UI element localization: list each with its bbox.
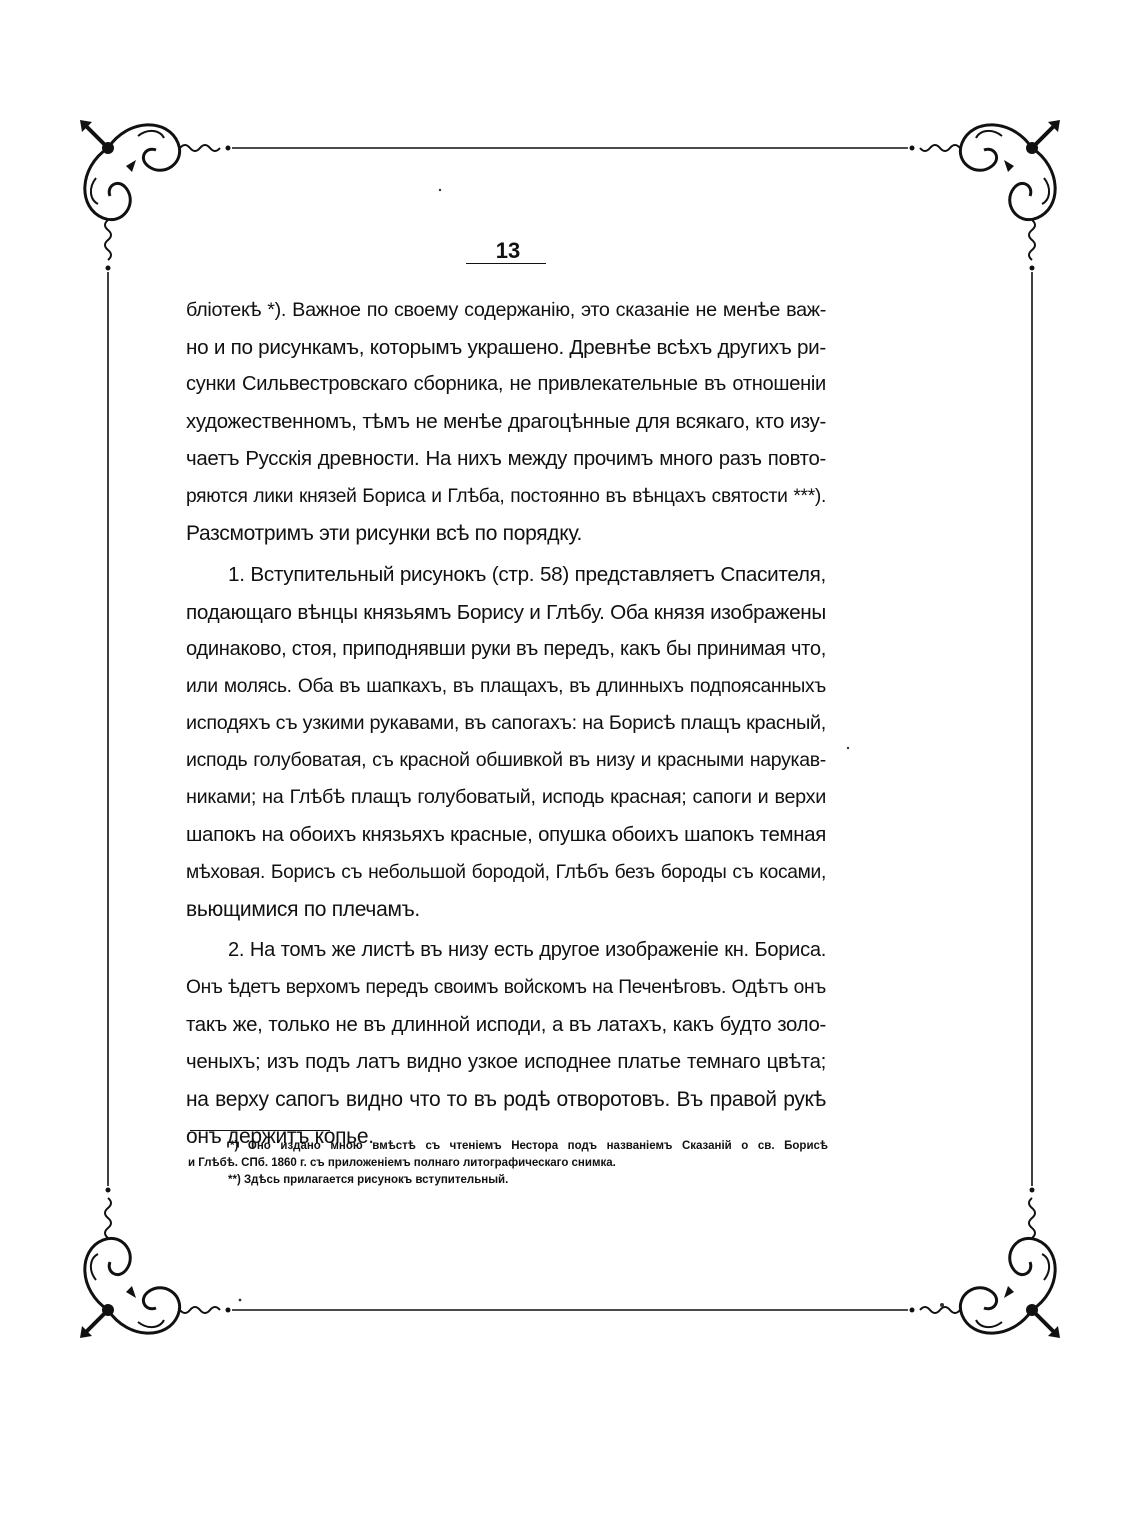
text-line: подающаго вѣнцы князьямъ Борису и Глѣбу. Оба князя изображены: [186, 600, 826, 624]
footnote-line: *) Оно издано мною вмѣстѣ съ чтеніемъ Нестора подъ названіемъ Сказаній о св. Борисѣ: [230, 1140, 828, 1152]
body-text: [186, 292, 826, 1155]
corner-ornament-top-right: [910, 120, 1061, 271]
text-line: никами; на Глѣбѣ плащъ голубоватый, исподь красная; сапоги и верхи: [186, 786, 826, 809]
corner-ornament-bottom-left: [80, 1188, 231, 1339]
text-line: чаетъ Русскія древности. На нихъ между прочимъ много разъ повто-: [186, 447, 826, 470]
page-number: 13: [495, 238, 521, 263]
text-line: одинаково, стоя, приподнявши руки въ передъ, какъ бы принимая что,: [186, 637, 826, 660]
text-line: исподь голубоватая, съ красной обшивкой въ низу и красными нарукав-: [186, 749, 826, 772]
text-line: шапокъ на обоихъ князьяхъ красные, опушка обоихъ шапокъ темная: [186, 823, 826, 846]
paragraph: [186, 932, 826, 1155]
paragraph: [186, 292, 826, 552]
corner-ornament-bottom-right: [910, 1188, 1061, 1339]
text-line: Разсмотримъ эти рисунки всѣ по порядку.: [186, 522, 583, 546]
text-line: такъ же, только не въ длинной исподи, а въ латахъ, какъ будто золо-: [186, 1013, 826, 1036]
text-line: бліотекѣ *). Важное по своему содержанію, это сказаніе не менѣе важ-: [186, 299, 826, 321]
text-line: 2. На томъ же листѣ въ низу есть другое изображеніе кн. Бориса.: [228, 939, 826, 962]
text-line: художественномъ, тѣмъ не менѣе драгоцѣнные для всякаго, кто изу-: [186, 410, 826, 433]
text-line: 1. Вступительный рисунокъ (стр. 58) представляетъ Спасителя,: [228, 563, 826, 587]
text-line: на верху сапогъ видно что то въ родѣ отворотовъ. Въ правой рукѣ: [186, 1087, 826, 1111]
text-line: онъ держитъ копье.: [186, 1125, 374, 1149]
text-line: исподяхъ съ узкими рукавами, въ сапогахъ: на Борисѣ плащъ красный,: [186, 712, 826, 735]
footnotes: [188, 1138, 828, 1189]
text-line: сунки Сильвестровскаго сборника, не привлекательные въ отношеніи: [186, 373, 826, 396]
text-line: вьющимися по плечамъ.: [186, 898, 420, 921]
text-line: Онъ ѣдетъ верхомъ передъ своимъ войскомъ на Печенѣговъ. Одѣтъ онъ: [186, 977, 826, 999]
footnote-line: и Глѣбѣ. СПб. 1860 г. съ приложеніемъ полнаго литографическаго снимка.: [188, 1157, 616, 1169]
footnote-line: **) Здѣсь прилагается рисунокъ вступительный.: [228, 1174, 509, 1186]
text-line: ченыхъ; изъ подъ латъ видно узкое исподнее платье темнаго цвѣта;: [186, 1050, 826, 1073]
text-line: ряются лики князей Бориса и Глѣба, постоянно въ вѣнцахъ святости ***).: [186, 485, 826, 507]
footnote-rule: [190, 1130, 330, 1131]
text-line: мѣховая. Борисъ съ небольшой бородой, Глѣбъ безъ бороды съ косами,: [186, 861, 826, 883]
corner-ornament-top-left: [80, 120, 231, 271]
text-line: или молясь. Оба въ шапкахъ, въ плащахъ, въ длинныхъ подпоясанныхъ: [186, 675, 826, 697]
paragraph: [186, 556, 826, 928]
page-number-rule: [466, 263, 546, 264]
text-line: но и по рисункамъ, которымъ украшено. Древнѣе всѣхъ другихъ ри-: [186, 336, 826, 360]
